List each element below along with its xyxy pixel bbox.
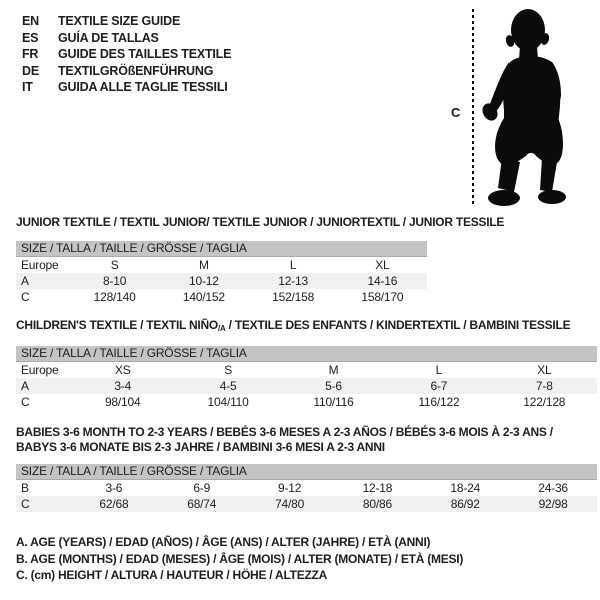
age-cell: 4-5	[219, 379, 237, 393]
size-header-bar: SIZE / TALLA / TAILLE / GRÖSSE / TAGLIA	[16, 241, 427, 257]
age-cell: 8-10	[103, 274, 127, 288]
height-cell: 140/152	[182, 290, 225, 304]
row-label: C	[21, 395, 30, 409]
height-cell: 110/116	[313, 395, 354, 409]
language-title-block	[22, 13, 231, 96]
table-row-age	[16, 378, 597, 394]
size-cell: XL	[375, 258, 390, 272]
months-cell: 9-12	[277, 481, 302, 495]
months-cell: 12-18	[362, 481, 393, 495]
age-cell: 5-6	[325, 379, 342, 393]
size-header-bar: SIZE / TALLA / TAILLE / GRÖSSE / TAGLIA	[16, 464, 597, 480]
table-row-height	[16, 496, 597, 512]
months-cell: 24-36	[538, 481, 568, 495]
size-cell: XS	[114, 363, 131, 377]
height-cell: 62/68	[99, 497, 129, 511]
size-cell: S	[224, 363, 232, 377]
size-cell: L	[435, 363, 443, 377]
age-cell: 12-13	[278, 274, 308, 288]
size-cell: XL	[537, 363, 552, 377]
row-label: Europe	[21, 363, 59, 377]
size-cell: M	[198, 258, 209, 272]
language-title: GUÍA DE TALLAS	[58, 30, 159, 45]
table-row-europe	[16, 257, 427, 273]
months-cell: 3-6	[105, 481, 123, 495]
row-label: C	[21, 497, 30, 511]
row-label: C	[21, 290, 30, 304]
age-cell: 3-4	[114, 379, 132, 393]
junior-size-table	[16, 241, 427, 305]
children-size-table	[16, 346, 597, 410]
height-cell: 74/80	[275, 497, 305, 511]
junior-table-title: JUNIOR TEXTILE / TEXTIL JUNIOR/ TEXTILE JUNIOR / JUNIORTEXTIL / JUNIOR TESSILE	[16, 215, 505, 229]
language-row-es	[22, 30, 231, 47]
table-row-europe	[16, 362, 597, 378]
age-cell: 7-8	[535, 379, 553, 393]
table-row-height	[16, 394, 597, 410]
height-cell: 128/140	[93, 290, 136, 304]
language-row-it	[22, 79, 231, 96]
table-row-age	[16, 273, 427, 289]
age-cell: 6-7	[430, 379, 448, 393]
babies-title-line1: BABIES 3-6 MONTH TO 2-3 YEARS / BEBÉS 3-6 MESES A 2-3 AÑOS / BÉBÉS 3-6 MOIS À 2-3 ANS /	[16, 425, 553, 439]
height-cell: 158/170	[361, 290, 404, 304]
children-title-sub: /A	[217, 324, 226, 333]
row-label: A	[21, 379, 29, 393]
size-cell: S	[110, 258, 119, 272]
language-row-de	[22, 63, 231, 80]
language-code: IT	[22, 80, 33, 94]
height-cell: 86/92	[450, 497, 480, 511]
height-cell: 92/98	[538, 497, 568, 511]
footnotes-block	[16, 534, 463, 584]
children-title-suffix: / TEXTILE DES ENFANTS / KINDERTEXTIL / BAMBINI TESSILE	[225, 318, 571, 332]
babies-size-table	[16, 464, 597, 512]
age-cell: 14-16	[367, 274, 398, 288]
language-code: ES	[22, 30, 39, 45]
size-header-bar: SIZE / TALLA / TAILLE / GRÖSSE / TAGLIA	[16, 346, 597, 362]
language-code: DE	[22, 63, 39, 78]
babies-table-title	[16, 425, 553, 455]
row-label: B	[21, 481, 29, 495]
table-row-height	[16, 289, 427, 305]
table-row-months	[16, 480, 597, 496]
footnote-b: B. AGE (MONTHS) / EDAD (MESES) / ÂGE (MOIS) / ALTER (MONATE) / ETÀ (MESI)	[16, 551, 464, 566]
footnote-c: C. (cm) HEIGHT / ALTURA / HAUTEUR / HÖHE / ALTEZZA	[16, 568, 328, 582]
size-cell: L	[289, 258, 297, 272]
babies-title-line2: BABYS 3-6 MONATE BIS 2-3 JAHRE / BAMBINI 3-6 MESI A 2-3 ANNI	[16, 440, 385, 454]
height-cell: 98/104	[104, 395, 141, 409]
language-title: TEXTILE SIZE GUIDE	[58, 14, 181, 28]
months-cell: 18-24	[450, 481, 481, 495]
language-title: GUIDE DES TAILLES TEXTILE	[58, 47, 232, 61]
months-cell: 6-9	[193, 481, 211, 495]
height-cell: 80/86	[362, 497, 392, 511]
height-cell: 122/128	[523, 395, 566, 409]
language-title: TEXTILGRÖßENFÜHRUNG	[58, 63, 214, 78]
row-label: A	[21, 274, 29, 288]
language-row-fr	[22, 46, 231, 63]
height-measure-dashed-line	[472, 9, 474, 207]
children-title-prefix: CHILDREN'S TEXTILE / TEXTIL NIÑO	[16, 318, 218, 332]
age-cell: 10-12	[189, 274, 219, 288]
height-cell: 116/122	[418, 395, 460, 409]
row-label: Europe	[21, 258, 59, 272]
height-cell: 104/110	[207, 395, 249, 409]
language-title: GUIDA ALLE TAGLIE TESSILI	[58, 80, 228, 94]
height-cell: 152/158	[272, 290, 315, 304]
size-cell: M	[328, 363, 339, 377]
height-marker-label: C	[451, 105, 461, 120]
children-table-title	[16, 318, 570, 336]
toddler-silhouette-image	[480, 0, 600, 215]
language-row-en	[22, 13, 231, 30]
language-code: EN	[22, 14, 39, 28]
height-cell: 68/74	[187, 497, 217, 511]
footnote-a: A. AGE (YEARS) / EDAD (AÑOS) / ÂGE (ANS) / ALTER (JAHRE) / ETÀ (ANNI)	[16, 535, 431, 549]
language-code: FR	[22, 47, 39, 61]
